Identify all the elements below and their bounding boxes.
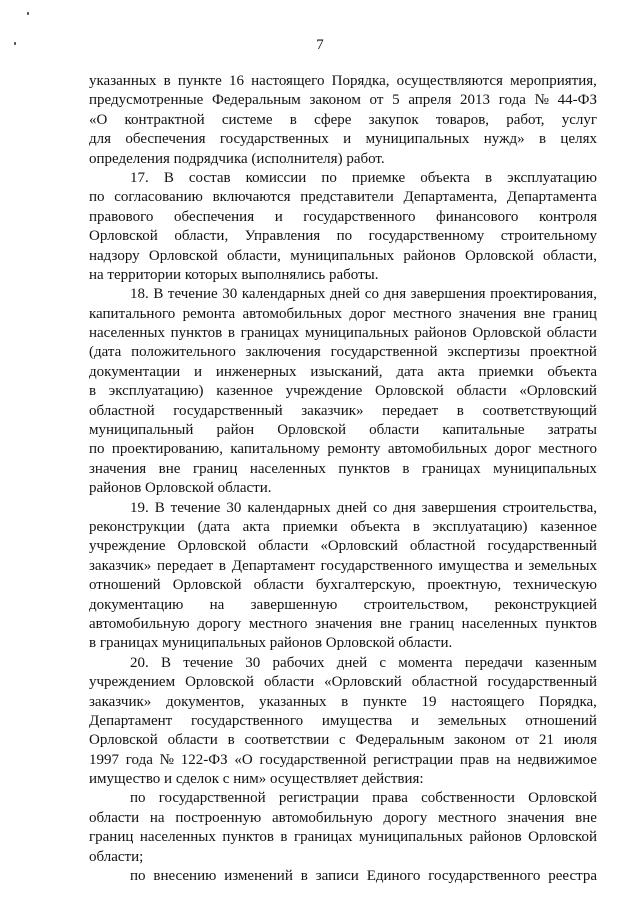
text-line: 19. В течение 30 календарных дней со дня завершения строительства, bbox=[130, 499, 597, 516]
text-line: границ населенных пунктов в границах муниципальных районов Орловской bbox=[89, 829, 597, 846]
text-line: правового обеспечения и государственного финансового контроля bbox=[89, 208, 597, 225]
text-line: областной государственный заказчик» передает в соответствующий bbox=[89, 402, 597, 419]
text-line: Департамент государственного имущества и земельных отношений bbox=[89, 712, 597, 729]
text-line: 1997 года № 122-ФЗ «О государственной регистрации прав на недвижимое bbox=[89, 751, 597, 768]
scan-speck bbox=[27, 12, 29, 15]
text-line: в эксплуатацию) казенное учреждение Орловской области «Орловский bbox=[89, 383, 597, 400]
text-line: предусмотренные Федеральным законом от 5 апреля 2013 года № 44-ФЗ bbox=[89, 92, 597, 109]
text-line: районов Орловской области. bbox=[89, 480, 272, 497]
text-line: по внесению изменений в записи Единого государственного реестра bbox=[130, 868, 597, 885]
paragraph-p20-item1 bbox=[89, 789, 597, 867]
paragraph-p17 bbox=[89, 169, 597, 285]
text-line: области на построенную автомобильную дорогу местного значения вне bbox=[89, 809, 597, 826]
paragraph-p19 bbox=[89, 499, 597, 654]
text-line: населенных пунктов в границах муниципальных районов Орловской области bbox=[89, 325, 597, 342]
paragraph-p18 bbox=[89, 285, 597, 498]
text-line: учреждение Орловской области «Орловский областной государственный bbox=[89, 538, 597, 555]
document-body bbox=[89, 72, 597, 886]
text-line: для обеспечения государственных и муниципальных нужд» в целях bbox=[89, 131, 597, 148]
text-line: документации и инженерных изысканий, дата акта приемки объекта bbox=[89, 363, 597, 380]
text-line: 17. В состав комиссии по приемке объекта в эксплуатацию bbox=[130, 169, 597, 186]
text-line: по согласованию включаются представители Департамента, Департамента bbox=[89, 189, 597, 206]
text-line: 20. В течение 30 рабочих дней с момента передачи казенным bbox=[130, 654, 597, 671]
text-line: имущество и сделок с ним» осуществляет действия: bbox=[89, 771, 424, 788]
text-line: отношений Орловской области бухгалтерскую, проектную, техническую bbox=[89, 577, 597, 594]
page-number: 7 bbox=[316, 37, 324, 53]
text-line: автомобильную дорогу местного значения вне границ населенных пунктов bbox=[89, 615, 597, 632]
paragraph-continuation bbox=[89, 72, 597, 169]
text-line: 18. В течение 30 календарных дней со дня завершения проектирования, bbox=[130, 286, 597, 303]
paragraph-p20 bbox=[89, 654, 597, 790]
text-line: учреждением Орловской области «Орловский областной государственный bbox=[89, 674, 597, 691]
text-line: (дата положительного заключения государственной экспертизы проектной bbox=[89, 344, 597, 361]
text-line: Орловской области, Управления по государственному строительному bbox=[89, 228, 597, 245]
text-line: заказчик» документов, указанных в пункте 19 настоящего Порядка, bbox=[89, 693, 597, 710]
text-line: на территории которых выполнялись работы. bbox=[89, 266, 379, 283]
paragraph-p20-item2 bbox=[89, 867, 597, 886]
text-line: по проектированию, капитальному ремонту автомобильных дорог местного bbox=[89, 441, 597, 458]
text-line: области; bbox=[89, 848, 144, 865]
text-line: определения подрядчика (исполнителя) работ. bbox=[89, 150, 385, 167]
text-line: по государственной регистрации права собственности Орловской bbox=[130, 790, 597, 807]
text-line: капитального ремонта автомобильных дорог местного значения вне границ bbox=[89, 305, 597, 322]
text-line: значения вне границ населенных пунктов в границах муниципальных bbox=[89, 460, 597, 477]
text-line: муниципальный район Орловской области капитальные затраты bbox=[89, 422, 597, 439]
text-line: указанных в пункте 16 настоящего Порядка, осуществляются мероприятия, bbox=[89, 73, 597, 89]
text-line: «О контрактной системе в сфере закупок товаров, работ, услуг bbox=[89, 111, 597, 128]
text-line: заказчик» передает в Департамент государственного имущества и земельных bbox=[89, 557, 597, 574]
text-line: в границах муниципальных районов Орловской области. bbox=[89, 635, 453, 652]
text-line: надзору Орловской области, муниципальных районов Орловской области, bbox=[89, 247, 597, 264]
text-line: документацию на завершенную строительством, реконструкцией bbox=[89, 596, 597, 613]
text-line: Орловской области в соответствии с Федеральным законом от 21 июля bbox=[89, 732, 597, 749]
text-line: реконструкции (дата акта приемки объекта в эксплуатацию) казенное bbox=[89, 518, 597, 535]
